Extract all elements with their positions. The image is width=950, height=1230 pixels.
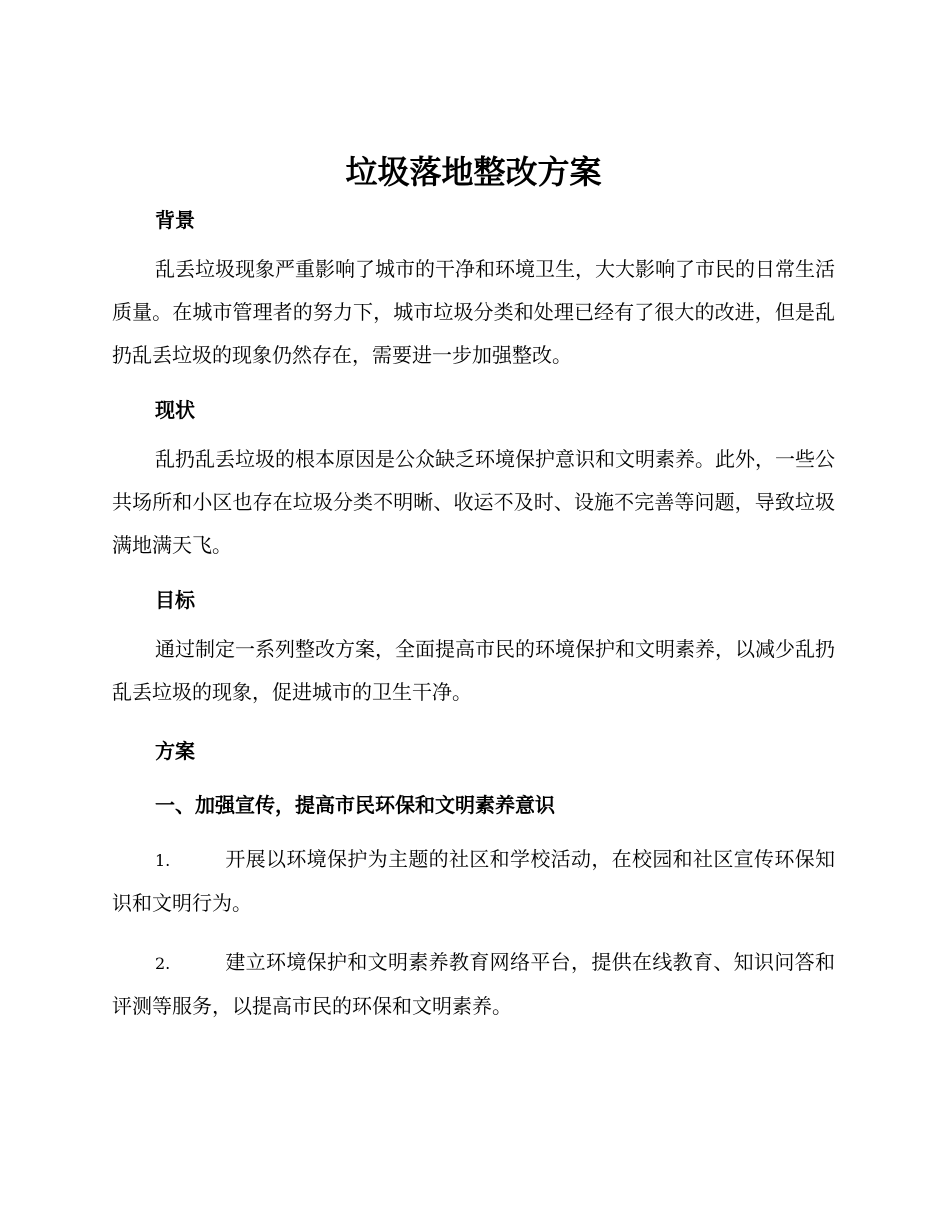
paragraph-background: 乱丢垃圾现象严重影响了城市的干净和环境卫生，大大影响了市民的日常生活质量。在城市管理者的努力下，城市垃圾分类和处理已经有了很大的改进，但是乱扔乱丢垃圾的现象仍然存在，需要进一步加强整改。 xyxy=(112,257,835,367)
list-item-text: 开展以环境保护为主题的社区和学校活动，在校园和社区宣传环保知识和文明行为。 xyxy=(112,847,835,915)
section-heading-status: 现状 xyxy=(155,398,195,422)
section-heading-goal: 目标 xyxy=(155,588,195,612)
paragraph-status: 乱扔乱丢垃圾的根本原因是公众缺乏环境保护意识和文明素养。此外，一些公共场所和小区也存在垃圾分类不明晰、收运不及时、设施不完善等问题，导致垃圾满地满天飞。 xyxy=(112,447,835,557)
list-item xyxy=(112,838,835,925)
section-heading-background: 背景 xyxy=(155,208,195,232)
list-item-text: 建立环境保护和文明素养教育网络平台，提供在线教育、知识问答和评测等服务，以提高市民的环保和文明素养。 xyxy=(112,950,835,1018)
section-heading-plan: 方案 xyxy=(155,739,195,763)
list-item-number: 2. xyxy=(155,954,171,973)
document-title: 垃圾落地整改方案 xyxy=(345,153,602,191)
list-item xyxy=(112,941,835,1028)
subsection-heading-publicity: 一、加强宣传，提高市民环保和文明素养意识 xyxy=(155,793,555,817)
list-item-number: 1. xyxy=(155,851,171,870)
paragraph-goal: 通过制定一系列整改方案，全面提高市民的环境保护和文明素养，以减少乱扔乱丢垃圾的现象，促进城市的卫生干净。 xyxy=(112,637,835,704)
